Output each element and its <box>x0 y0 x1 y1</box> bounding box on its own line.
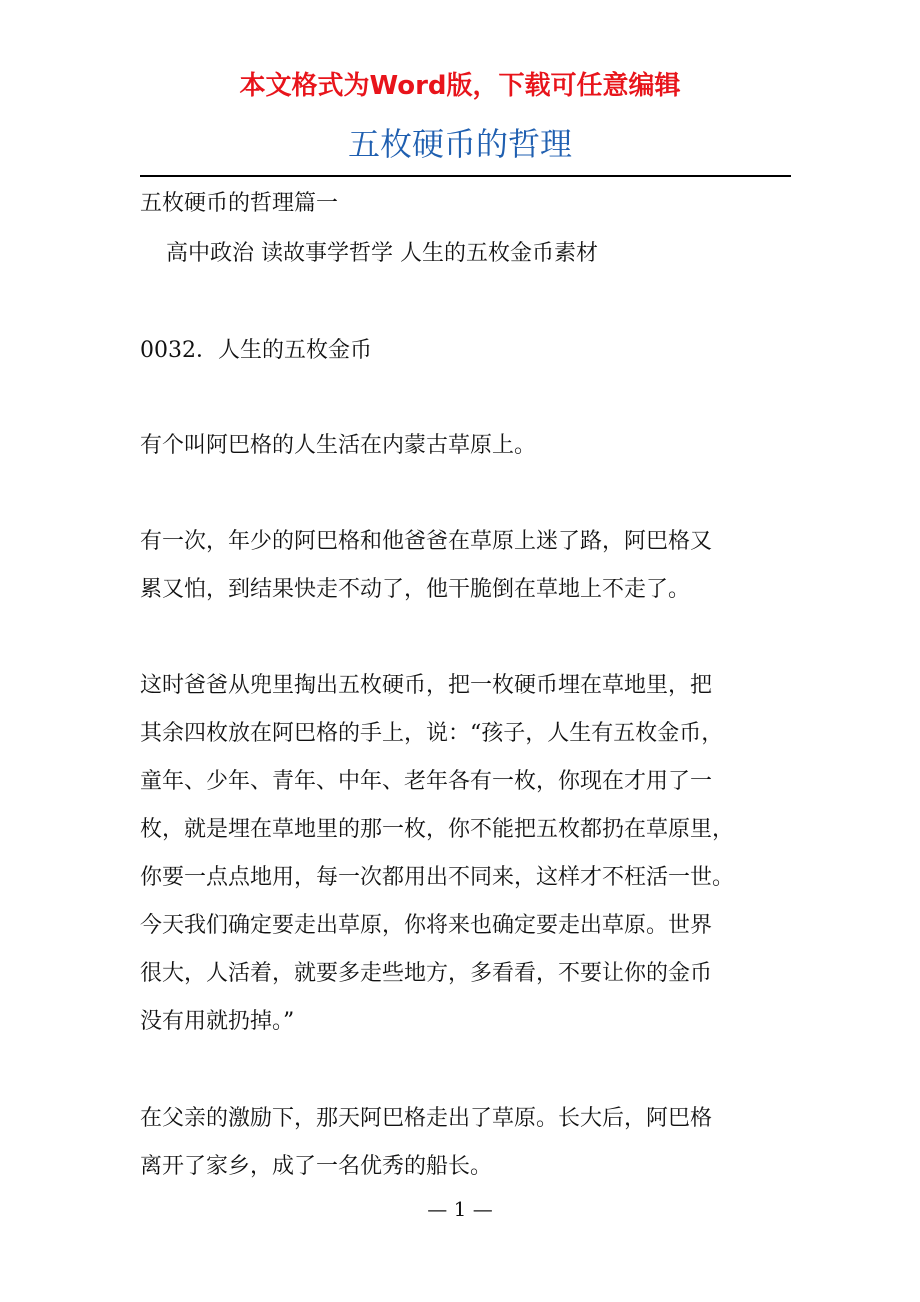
paragraph-line: 有一次，年少的阿巴格和他爸爸在草原上迷了路，阿巴格又 <box>140 529 713 554</box>
subtitle-text: 高中政治 读故事学哲学 人生的五枚金币素材 <box>166 241 598 266</box>
document-title: 五枚硬币的哲理 <box>347 125 572 163</box>
page-number: — 1 — <box>427 1197 493 1221</box>
paragraph-line: 今天我们确定要走出草原，你将来也确定要走出草原。世界 <box>140 913 713 938</box>
paragraph-line: 你要一点点地用，每一次都用出不同来，这样才不枉活一世。 <box>140 865 735 890</box>
section-heading <box>140 180 780 228</box>
paragraph-line: 其余四枚放在阿巴格的手上，说：“孩子，人生有五枚金币， <box>140 721 724 746</box>
paragraph-4 <box>140 1095 780 1191</box>
paragraph-line: 枚，就是埋在草地里的那一枚，你不能把五枚都扔在草原里， <box>140 817 735 842</box>
paragraph-line: 没有用就扔掉。” <box>140 1009 295 1034</box>
paragraph-2 <box>140 518 780 614</box>
paragraph-line: 这时爸爸从兜里掏出五枚硬币，把一枚硬币埋在草地里，把 <box>140 673 713 698</box>
paragraph-line: 离开了家乡，成了一名优秀的船长。 <box>140 1154 493 1179</box>
paragraph-line: 很大，人活着，就要多走些地方，多看看，不要让你的金币 <box>140 961 713 986</box>
paragraph-line: 有个叫阿巴格的人生活在内蒙古草原上。 <box>140 433 537 458</box>
paragraph-line: 累又怕，到结果快走不动了，他干脆倒在草地上不走了。 <box>140 577 691 602</box>
item-heading-text: 0032．人生的五枚金币 <box>140 338 372 363</box>
title-divider <box>140 175 791 177</box>
paragraph-1 <box>140 422 780 470</box>
item-heading <box>140 327 780 375</box>
subtitle <box>166 230 806 278</box>
section-heading-text: 五枚硬币的哲理篇一 <box>140 191 339 216</box>
paragraph-line: 童年、少年、青年、中年、老年各有一枚，你现在才用了一 <box>140 769 713 794</box>
format-notice: 本文格式为Word版，下载可任意编辑 <box>239 71 681 101</box>
paragraph-3 <box>140 662 780 1046</box>
paragraph-line: 在父亲的激励下，那天阿巴格走出了草原。长大后，阿巴格 <box>140 1106 713 1131</box>
